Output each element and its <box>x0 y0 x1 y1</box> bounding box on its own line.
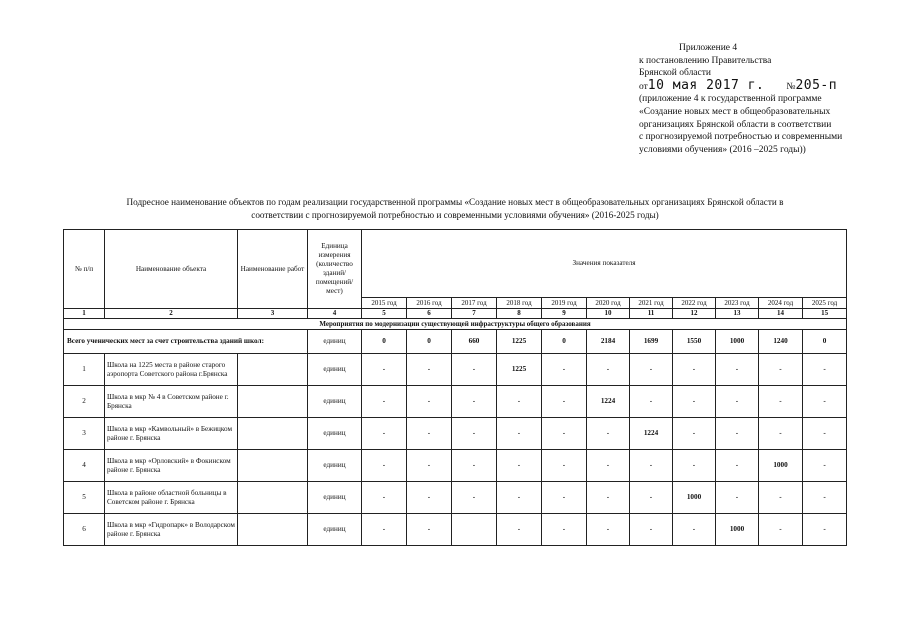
header-object-name: Наименование объекта <box>105 230 238 309</box>
row-value: - <box>587 450 630 482</box>
row-object-name: Школа в районе областной больницы в Советском районе г. Брянска <box>105 482 238 514</box>
row-value: - <box>497 418 542 450</box>
row-value: - <box>497 482 542 514</box>
header-values: Значения показателя <box>362 230 847 298</box>
row-unit: единиц <box>308 450 362 482</box>
total-value: 0 <box>803 330 847 354</box>
row-value: - <box>407 450 452 482</box>
total-value: 0 <box>407 330 452 354</box>
row-works <box>238 354 308 386</box>
col-number: 7 <box>452 309 497 319</box>
row-works <box>238 450 308 482</box>
table-row <box>64 450 847 482</box>
total-value: 1699 <box>630 330 673 354</box>
annex-header <box>639 42 889 156</box>
total-value: 0 <box>542 330 587 354</box>
row-value: - <box>716 386 759 418</box>
decree-date-number <box>639 77 889 94</box>
row-value: - <box>673 450 716 482</box>
row-value: - <box>542 354 587 386</box>
annex-label: Приложение 4 <box>679 43 738 53</box>
col-number: 12 <box>673 309 716 319</box>
row-value: - <box>497 386 542 418</box>
header-year: 2022 год <box>673 298 716 309</box>
row-value: - <box>803 418 847 450</box>
row-value: - <box>407 418 452 450</box>
row-number: 4 <box>64 450 105 482</box>
total-row <box>64 330 847 354</box>
row-value: - <box>452 482 497 514</box>
row-value: 1224 <box>630 418 673 450</box>
total-value: 660 <box>452 330 497 354</box>
table-row <box>64 514 847 546</box>
row-value: - <box>452 450 497 482</box>
row-number: 1 <box>64 354 105 386</box>
row-works <box>238 418 308 450</box>
decree-date: 10 мая 2017 г. <box>647 77 765 93</box>
row-value: - <box>587 482 630 514</box>
header-year: 2021 год <box>630 298 673 309</box>
row-value <box>452 514 497 546</box>
row-value: - <box>803 354 847 386</box>
row-number: 5 <box>64 482 105 514</box>
annex-ref-line: «Создание новых мест в общеобразовательных <box>639 106 831 117</box>
row-value: - <box>542 386 587 418</box>
row-unit: единиц <box>308 482 362 514</box>
row-unit: единиц <box>308 354 362 386</box>
table-row <box>64 482 847 514</box>
row-value: - <box>803 482 847 514</box>
col-number: 2 <box>105 309 238 319</box>
row-value: 1000 <box>673 482 716 514</box>
row-value: - <box>587 514 630 546</box>
col-number: 5 <box>362 309 407 319</box>
row-value: 1225 <box>497 354 542 386</box>
row-value: - <box>542 418 587 450</box>
column-numbers-row <box>64 309 847 319</box>
row-unit: единиц <box>308 418 362 450</box>
date-prefix: от <box>639 81 648 92</box>
row-value: - <box>362 418 407 450</box>
col-number: 14 <box>759 309 803 319</box>
row-value: - <box>716 450 759 482</box>
col-number: 1 <box>64 309 105 319</box>
section-row <box>64 319 847 330</box>
col-number: 10 <box>587 309 630 319</box>
col-number: 6 <box>407 309 452 319</box>
annex-decree-ref: к постановлению Правительства <box>639 55 772 66</box>
row-value: - <box>716 482 759 514</box>
row-value: - <box>407 514 452 546</box>
row-number: 3 <box>64 418 105 450</box>
col-number: 11 <box>630 309 673 319</box>
number-prefix: № <box>786 81 796 92</box>
row-unit: единиц <box>308 514 362 546</box>
row-number: 6 <box>64 514 105 546</box>
row-object-name: Школа в мкр № 4 в Советском районе г. Брянска <box>105 386 238 418</box>
row-value: - <box>803 514 847 546</box>
row-value: - <box>407 354 452 386</box>
header-year: 2017 год <box>452 298 497 309</box>
total-value: 1000 <box>716 330 759 354</box>
row-unit: единиц <box>308 386 362 418</box>
row-value: - <box>362 386 407 418</box>
header-year: 2016 год <box>407 298 452 309</box>
row-value: - <box>630 450 673 482</box>
row-object-name: Школа в мкр «Орловский» в Фокинском районе г. Брянска <box>105 450 238 482</box>
row-value: - <box>673 354 716 386</box>
row-value: - <box>759 418 803 450</box>
row-number: 2 <box>64 386 105 418</box>
col-number: 8 <box>497 309 542 319</box>
row-value: - <box>759 354 803 386</box>
total-value: 1225 <box>497 330 542 354</box>
row-value: - <box>452 354 497 386</box>
document-title-line: соответствии с прогнозируемой потребностью и современными условиями обучения» (2016-2025 годы) <box>251 209 659 220</box>
section-title: Мероприятия по модернизации существующей инфраструктуры общего образования <box>64 319 847 330</box>
row-value: - <box>542 482 587 514</box>
col-number: 13 <box>716 309 759 319</box>
row-value: - <box>716 354 759 386</box>
decree-number: 205-п <box>795 77 838 93</box>
row-value: - <box>759 514 803 546</box>
row-value: - <box>630 386 673 418</box>
col-number: 3 <box>238 309 308 319</box>
total-value: 2184 <box>587 330 630 354</box>
table-row <box>64 354 847 386</box>
row-value: - <box>803 386 847 418</box>
row-value: - <box>362 482 407 514</box>
row-value: - <box>452 418 497 450</box>
row-value: - <box>362 354 407 386</box>
row-works <box>238 514 308 546</box>
row-value: - <box>716 418 759 450</box>
row-value: - <box>673 386 716 418</box>
table-row <box>64 386 847 418</box>
row-value: - <box>630 514 673 546</box>
header-year: 2024 год <box>759 298 803 309</box>
total-value: 1550 <box>673 330 716 354</box>
row-value: - <box>407 482 452 514</box>
annex-ref-line: условиями обучения» (2016 –2025 годы)) <box>639 144 806 155</box>
row-value: - <box>587 354 630 386</box>
col-number: 4 <box>308 309 362 319</box>
row-works <box>238 386 308 418</box>
row-value: - <box>587 418 630 450</box>
annex-ref-line: организациях Брянской области в соответствии <box>639 119 832 130</box>
row-object-name: Школа на 1225 места в районе старого аэропорта Советского района г.Брянска <box>105 354 238 386</box>
header-year: 2023 год <box>716 298 759 309</box>
total-value: 0 <box>362 330 407 354</box>
col-number: 15 <box>803 309 847 319</box>
header-unit: Единица измерения (количество зданий/помещений/мест) <box>308 230 362 309</box>
row-value: - <box>759 386 803 418</box>
header-year: 2015 год <box>362 298 407 309</box>
row-value: - <box>362 450 407 482</box>
row-value: - <box>803 450 847 482</box>
total-label: Всего ученических мест за счет строительства зданий школ: <box>64 330 308 354</box>
row-value: - <box>673 514 716 546</box>
row-value: - <box>542 450 587 482</box>
row-works <box>238 482 308 514</box>
total-value: 1240 <box>759 330 803 354</box>
header-year: 2019 год <box>542 298 587 309</box>
total-unit: единиц <box>308 330 362 354</box>
row-value: - <box>630 354 673 386</box>
annex-ref-line: с прогнозируемой потребностью и современными <box>639 132 843 143</box>
row-value: 1000 <box>759 450 803 482</box>
header-year: 2025 год <box>803 298 847 309</box>
table-row <box>64 418 847 450</box>
row-object-name: Школа в мкр «Гидропарк» в Володарском районе г. Брянска <box>105 514 238 546</box>
row-value: - <box>759 482 803 514</box>
row-value: - <box>542 514 587 546</box>
row-object-name: Школа в мкр «Камвольный» в Бежицком районе г. Брянска <box>105 418 238 450</box>
document-title <box>60 196 850 221</box>
objects-table <box>63 229 847 546</box>
col-number: 9 <box>542 309 587 319</box>
object-rows <box>64 354 847 546</box>
row-value: - <box>497 514 542 546</box>
annex-ref-line: (приложение 4 к государственной программе <box>639 94 822 105</box>
row-value: - <box>452 386 497 418</box>
row-value: - <box>407 386 452 418</box>
row-value: - <box>630 482 673 514</box>
header-works: Наименование работ <box>238 230 308 309</box>
annex-region: Брянской области <box>639 68 711 79</box>
row-value: - <box>673 418 716 450</box>
row-value: - <box>497 450 542 482</box>
row-value: - <box>362 514 407 546</box>
header-num: № п/п <box>64 230 105 309</box>
document-title-line: Подресное наименование объектов по годам реализации государственной программы «Создание новых мест в общеобразовательных организациях Брянской области в <box>126 197 784 207</box>
header-year: 2020 год <box>587 298 630 309</box>
row-value: 1224 <box>587 386 630 418</box>
row-value: 1000 <box>716 514 759 546</box>
header-year: 2018 год <box>497 298 542 309</box>
